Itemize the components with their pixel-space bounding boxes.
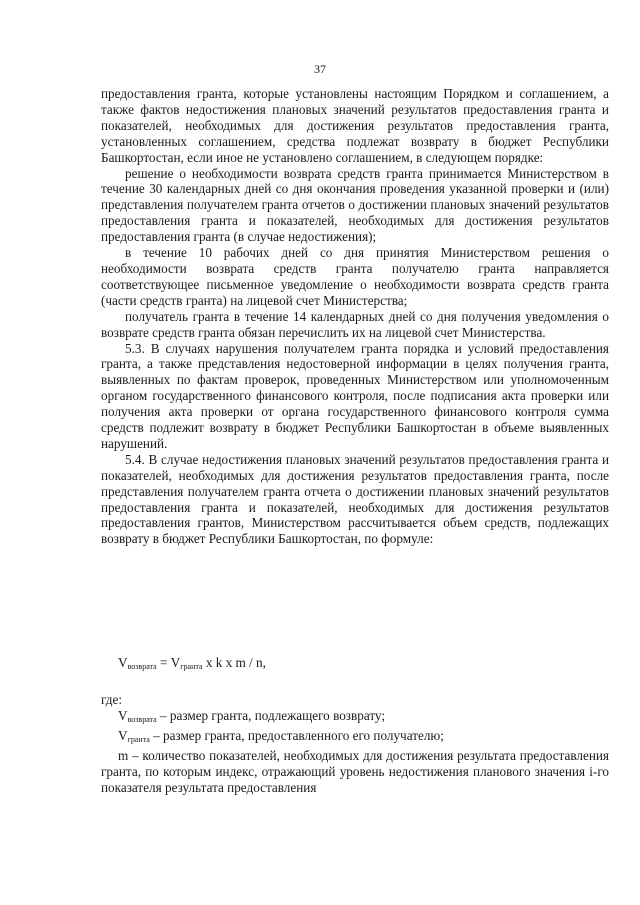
page-number: 37 bbox=[314, 62, 326, 76]
formula-v-return: V bbox=[118, 655, 128, 670]
paragraph-decision: решение о необходимости возврата средств гранта принимается Министерством в течение 30 календарных дней со дня окончания проведения указанной проверки и (или) представления получателем гранта отчетов о достижении плановых значений результатов предоставления гранта и показателей, необходимых для достижения результатов предоставления гранта (в случае недостижения); bbox=[101, 165, 609, 245]
formula-v-grant: V bbox=[170, 655, 181, 670]
definition-v-return-text: – размер гранта, подлежащего возврату; bbox=[156, 707, 386, 723]
body-text bbox=[101, 86, 609, 547]
formula bbox=[118, 655, 266, 675]
definition-v-grant-symbol: V bbox=[118, 727, 128, 743]
formula-sub-return: возврата bbox=[127, 662, 157, 671]
definitions bbox=[101, 692, 609, 795]
paragraph-notification: в течение 10 рабочих дней со дня принятия Министерством решения о необходимости возврата средств гранта получателю гранта направляется соответствующее письменное уведомление о необходимости возврата средств гранта (части средств гранта) на лицевой счет Министерства; bbox=[101, 245, 609, 308]
formula-rest: x k x m / n, bbox=[202, 655, 266, 670]
paragraph-5-4: 5.4. В случае недостижения плановых значений результатов предоставления гранта и показателей, необходимых для достижения результатов предоставления гранта, после представления получателем гранта отчета о достижении плановых значений результатов предоставления гранта и показателей, необходимых для достижения результатов предоставления грантов, Министерством рассчитывается объем средств, подлежащих возврату в бюджет Республики Башкортостан, по формуле: bbox=[101, 451, 609, 547]
definition-v-return bbox=[101, 708, 609, 728]
paragraph-5-3: 5.3. В случаях нарушения получателем гранта порядка и условий предоставления гранта, а также представления недостоверной информации в целях получения гранта, выявленных по фактам проверок, проведенных Министерством или уполномоченным органом государственного финансового контроля, после подписания акта проверки или получения акта проверки от органа государственного финансового контроля сумма средств подлежит возврату в бюджет Республики Башкортостан в объеме выявленных нарушений. bbox=[101, 340, 609, 451]
definition-v-grant bbox=[101, 728, 609, 748]
definition-v-grant-sub: гранта bbox=[127, 734, 150, 744]
definitions-where: где: bbox=[101, 692, 122, 707]
definition-v-return-symbol: V bbox=[118, 707, 128, 723]
formula-equals: = bbox=[156, 655, 171, 670]
definition-m: m – количество показателей, необходимых для достижения результата предоставления гранта, по которым индекс, отражающий уровень недостижения планового значения i-го показателя результата предоставления bbox=[101, 747, 609, 795]
definition-v-grant-text: – размер гранта, предоставленного его получателю; bbox=[149, 727, 444, 743]
paragraph-transfer: получатель гранта в течение 14 календарных дней со дня получения уведомления о возврате средств гранта обязан перечислить их на лицевой счет Министерства. bbox=[101, 308, 609, 340]
paragraph-intro: предоставления гранта, которые установлены настоящим Порядком и соглашением, а также фактов недостижения плановых значений результатов предоставления гранта и показателей, необходимых для достижения результатов предоставления гранта, установленных соглашением, средства подлежат возврату в бюджет Республики Башкортостан, если иное не установлено соглашением, в следующем порядке: bbox=[101, 86, 609, 165]
formula-sub-grant: гранта bbox=[180, 662, 203, 671]
definition-v-return-sub: возврата bbox=[127, 714, 157, 724]
